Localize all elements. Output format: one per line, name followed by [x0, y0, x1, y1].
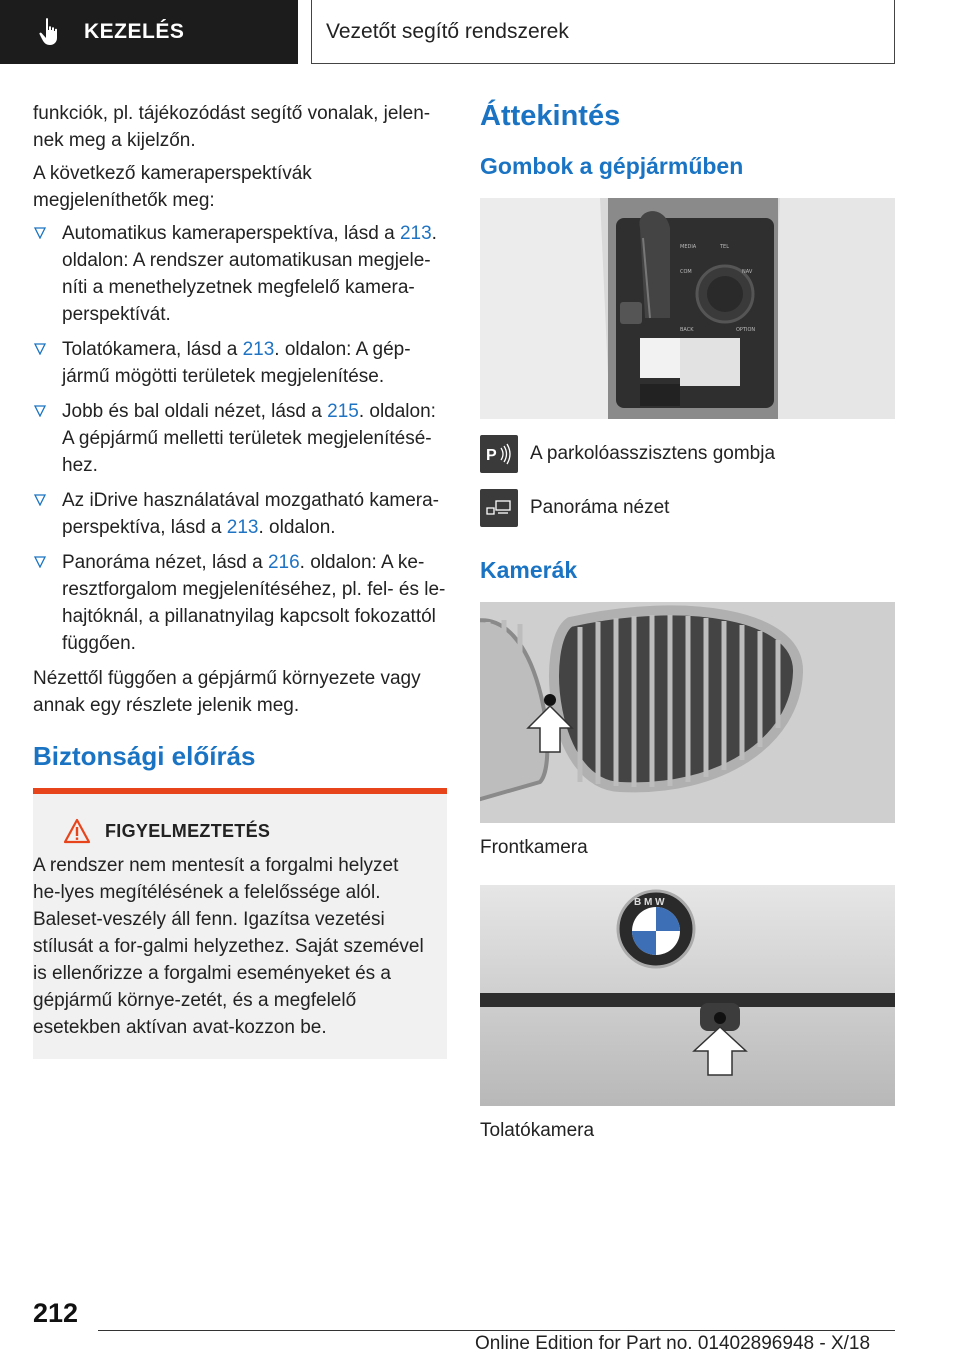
panorama-label: Panoráma nézet	[530, 497, 670, 518]
page-link[interactable]: 213	[226, 517, 259, 538]
svg-text:OPTION: OPTION	[736, 327, 756, 333]
park-assist-label: A parkolóasszisztens gombja	[530, 443, 776, 464]
page-link[interactable]: 215	[327, 401, 359, 422]
svg-text:COM: COM	[680, 269, 692, 275]
outro-text: Nézettől függően a gépjármű környezete vagy annak egy részlete jelenik meg.	[33, 668, 421, 716]
edition-text: Online Edition for Part no. 01402896948 - X/18	[475, 1333, 871, 1354]
lead-text: A következő kameraperspektívák megjeleníthetők meg:	[33, 163, 312, 211]
right-column	[480, 100, 895, 1142]
console-photo	[480, 198, 895, 419]
list-text: . oldalon: A gép-jármű mögötti területek megjelenítése.	[62, 339, 411, 387]
triangle-bullet-icon	[34, 556, 46, 568]
list-item	[33, 487, 447, 541]
triangle-bullet-icon	[34, 405, 46, 417]
park-assist-icon	[480, 435, 518, 473]
svg-text:TEL: TEL	[720, 244, 729, 250]
page-link[interactable]: 213	[242, 339, 275, 360]
front-camera-photo	[480, 602, 895, 823]
park-assist-button-row	[480, 435, 895, 473]
warning-title: FIGYELMEZTETÉS	[105, 820, 271, 841]
triangle-bullet-icon	[34, 343, 46, 355]
list-text: Az iDrive használatával mozgatható kamera-perspektíva, lásd a	[62, 490, 440, 538]
page-number: 212	[33, 1298, 79, 1328]
list-item	[33, 549, 447, 657]
list-text: . oldalon: A gépjármű melletti területek megjelenítésé-hez.	[62, 401, 436, 476]
triangle-bullet-icon	[34, 227, 46, 239]
svg-text:B M W: B M W	[634, 897, 665, 908]
section-tab	[0, 0, 298, 64]
list-text: . oldalon: A rendszer automatikusan megjele-níti a menethelyzetnek megfelelő kamera-perspektívát.	[62, 223, 437, 325]
panorama-button-row	[480, 489, 895, 527]
section-title: KEZELÉS	[84, 20, 185, 43]
rear-camera-caption: Tolatókamera	[480, 1120, 595, 1141]
warning-triangle-icon	[63, 818, 91, 844]
list-text: Jobb és bal oldali nézet, lásd a	[62, 401, 328, 422]
list-item	[33, 220, 447, 328]
warning-text: A rendszer nem mentesít a forgalmi helyzet he-lyes megítélésének a felelőssége alól. Baleset-veszély áll fenn. Igazítsa vezetési stílusát a for-galmi helyzethez. Saját szemével is ellenőrizze a forgalmi eseményeket és a gépjármű környe-zetét, és a megfelelő esetekben aktívan avat-kozzon be.	[33, 855, 424, 1038]
list-text: Automatikus kameraperspektíva, lásd a	[62, 223, 400, 244]
list-text: . oldalon.	[258, 517, 336, 538]
warning-box	[33, 788, 447, 1059]
list-text: Tolatókamera, lásd a	[62, 339, 243, 360]
triangle-bullet-icon	[34, 494, 46, 506]
list-item	[33, 336, 447, 390]
list-text: . oldalon: A ke-resztforgalom megjelenítéséhez, pl. fel- és le-hajtóknál, a pillanatnyilag kapcsolt fokozattól függően.	[62, 552, 446, 654]
footer-divider	[98, 1330, 895, 1331]
warning-title-row	[33, 818, 429, 844]
page-link[interactable]: 213	[399, 223, 432, 244]
rear-camera-photo	[480, 885, 895, 1106]
buttons-heading: Gombok a gépjárműben	[480, 153, 744, 179]
front-camera-caption: Frontkamera	[480, 837, 588, 858]
panorama-view-icon	[480, 489, 518, 527]
svg-text:NAV: NAV	[742, 269, 753, 275]
safety-heading: Biztonsági előírás	[33, 741, 256, 771]
cameras-heading: Kamerák	[480, 557, 578, 583]
svg-text:BACK: BACK	[680, 327, 694, 333]
svg-text:P: P	[486, 447, 497, 464]
chapter-header	[311, 0, 895, 64]
page-link[interactable]: 216	[267, 552, 300, 573]
hand-pointer-icon	[30, 12, 70, 52]
perspective-list	[33, 220, 447, 657]
list-item	[33, 398, 447, 479]
intro-text: funkciók, pl. tájékozódást segítő vonalak, jelen-nek meg a kijelzőn.	[33, 103, 431, 151]
svg-text:MEDIA: MEDIA	[680, 244, 697, 250]
list-text: Panoráma nézet, lásd a	[62, 552, 268, 573]
left-column	[33, 100, 447, 1059]
chapter-title: Vezetőt segítő rendszerek	[326, 19, 569, 43]
overview-heading: Áttekintés	[480, 100, 621, 132]
